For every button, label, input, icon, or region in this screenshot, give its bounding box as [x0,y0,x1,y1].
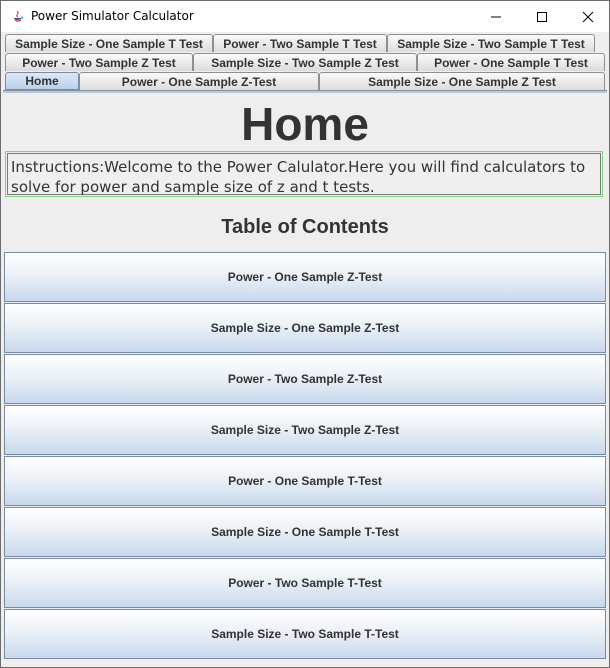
close-icon [582,11,594,23]
tab-power-two-sample-z-test[interactable]: Power - Two Sample Z Test [5,53,193,71]
toc-power-one-sample-z-test-button[interactable]: Power - One Sample Z-Test [4,252,606,302]
tab-power-two-sample-t-test[interactable]: Power - Two Sample T Test [213,34,387,52]
maximize-button[interactable] [519,1,565,32]
tab-home[interactable]: Home [5,72,79,90]
page-title: Home [241,98,369,150]
home-panel [3,93,607,665]
instructions-box [5,151,603,197]
minimize-icon [490,11,502,23]
minimize-button[interactable] [473,1,519,32]
toc-power-two-sample-t-test-button[interactable]: Power - Two Sample T-Test [4,558,606,608]
tab-sample-size-two-sample-z-test[interactable]: Sample Size - Two Sample Z Test [193,53,417,71]
java-app-icon [11,9,25,23]
tab-sample-size-one-sample-z-test[interactable]: Sample Size - One Sample Z Test [319,72,605,90]
window-title: Power Simulator Calculator [31,9,194,23]
tab-sample-size-one-sample-t-test[interactable]: Sample Size - One Sample T Test [5,34,213,52]
toc-sample-size-one-sample-z-test-button[interactable]: Sample Size - One Sample Z-Test [4,303,606,353]
close-button[interactable] [565,1,610,32]
toc-power-one-sample-t-test-button[interactable]: Power - One Sample T-Test [4,456,606,506]
tab-power-one-sample-t-test[interactable]: Power - One Sample T Test [417,53,605,71]
tab-power-one-sample-z-test[interactable]: Power - One Sample Z-Test [79,72,319,90]
title-bar[interactable] [1,1,609,32]
toc-sample-size-two-sample-t-test-button[interactable]: Sample Size - Two Sample T-Test [4,609,606,659]
toc-sample-size-two-sample-z-test-button[interactable]: Sample Size - Two Sample Z-Test [4,405,606,455]
toc-power-two-sample-z-test-button[interactable]: Power - Two Sample Z-Test [4,354,606,404]
table-of-contents-heading: Table of Contents [221,216,389,238]
maximize-icon [536,11,548,23]
toc-sample-size-one-sample-t-test-button[interactable]: Sample Size - One Sample T-Test [4,507,606,557]
instructions-text: Instructions:Welcome to the Power Calulator.Here you will find calculators to solve for power and sample size of z and t tests. [7,153,601,195]
tab-sample-size-two-sample-t-test[interactable]: Sample Size - Two Sample T Test [387,34,595,52]
